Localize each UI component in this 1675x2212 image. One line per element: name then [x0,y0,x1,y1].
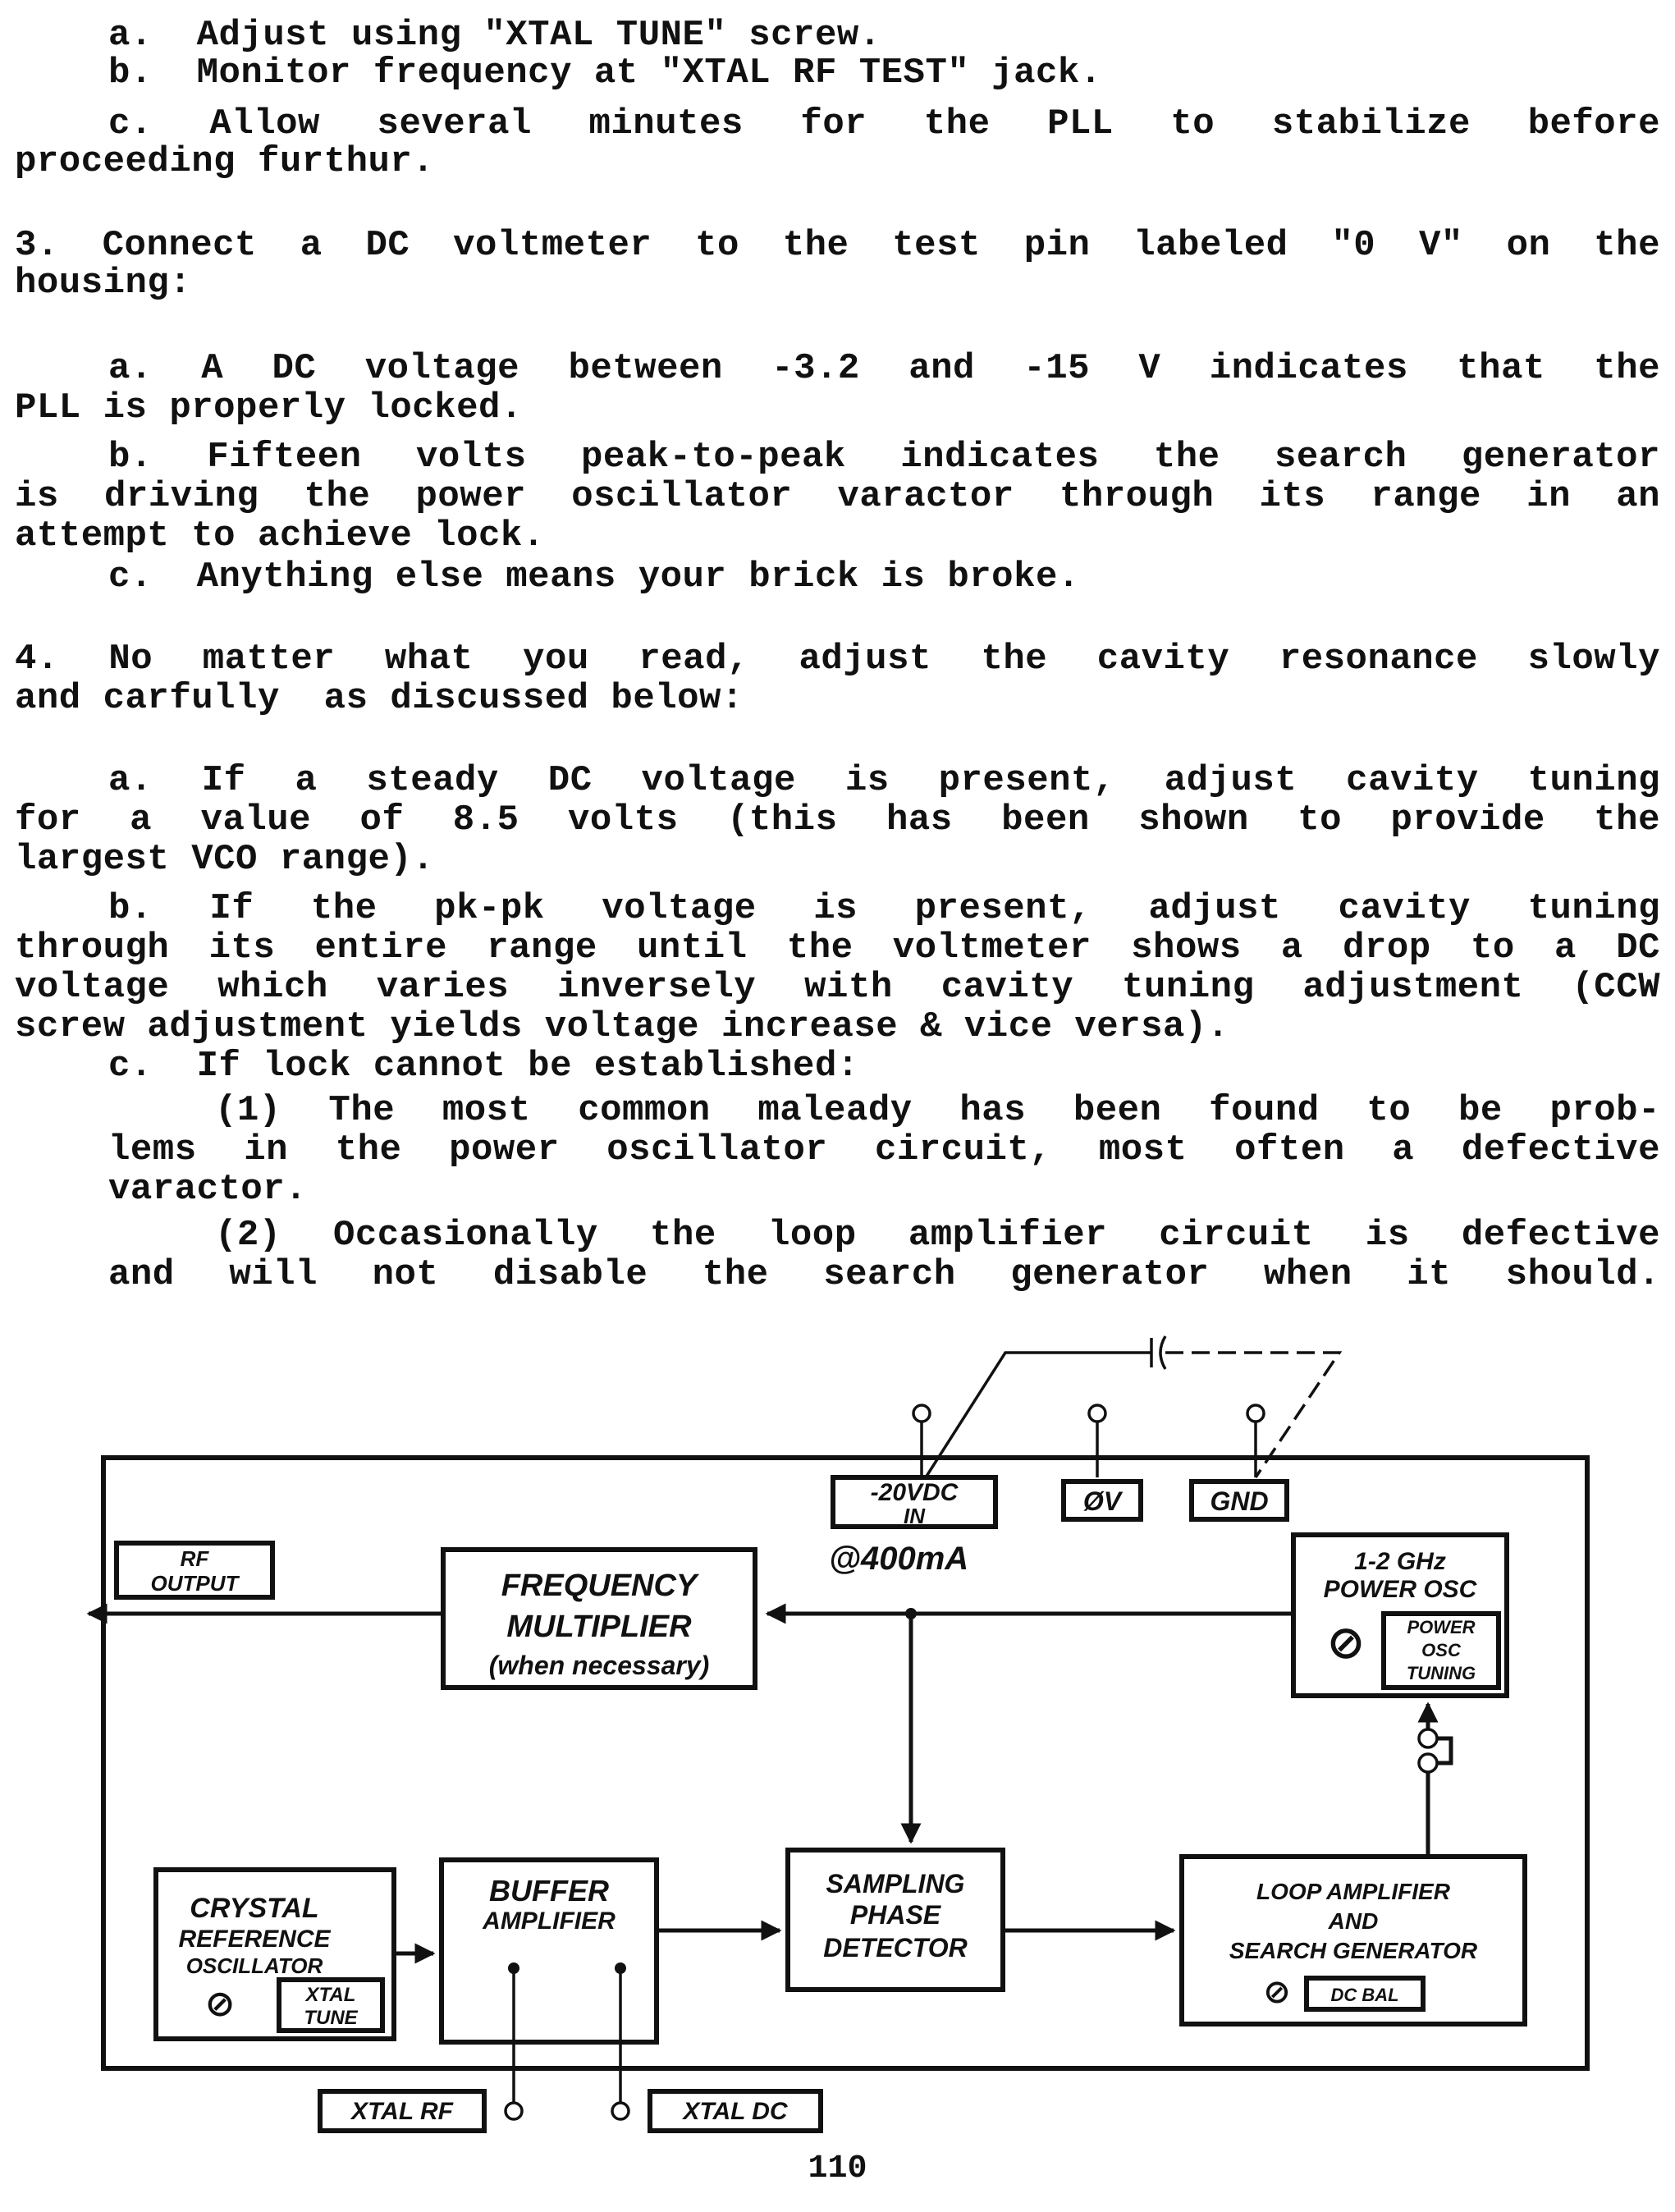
xtal-dc-label: XTAL DC [683,2098,788,2125]
step4-line1: 4. No matter what you read, adjust the cavity resonance slowly [15,639,1660,680]
loop-amplifier-label-2: AND [1328,1908,1379,1934]
supply-in-label: IN [904,1504,925,1528]
pll-block-diagram [0,1313,1675,2183]
step4c2-line1: (2) Occasionally the loop amplifier circuit is defective [215,1215,1660,1256]
sampling-phase-detector-label-1: SAMPLING [826,1869,965,1898]
power-osc-tuning-label-3: TUNING [1406,1663,1476,1683]
xtal-rf-label: XTAL RF [351,2098,453,2125]
step4c1-line2: lems in the power oscillator circuit, most often a defective [108,1129,1660,1170]
power-osc-tuning-label-2: OSC [1421,1640,1461,1660]
buffer-amplifier-label-1: BUFFER [489,1874,609,1907]
crystal-oscillator-label-1: CRYSTAL [190,1893,319,1924]
step4a-line1: a. If a steady DC voltage is present, adjust cavity tuning [108,760,1660,801]
step3a-line1: a. A DC voltage between -3.2 and -15 V indicates that the [108,348,1660,389]
step3-line1: 3. Connect a DC voltmeter to the test pin labeled "0 V" on the [15,225,1660,266]
supply-current-label: @400mA [829,1541,969,1577]
supply-pin[interactable] [913,1405,930,1477]
supply-voltage-label: -20VDC [870,1479,959,1506]
frequency-multiplier-label-2: MULTIPLIER [506,1610,692,1644]
step4c1-line1: (1) The most common maleady has been found to be prob- [215,1090,1660,1131]
xtal-tune-label-1: XTAL [305,1984,356,2006]
step4b-line4: screw adjustment yields voltage increase & vice versa). [15,1006,1229,1047]
frequency-multiplier-label-1: FREQUENCY [501,1569,698,1603]
crystal-oscillator-label-3: OSCILLATOR [185,1953,323,1978]
dc-bal-label: DC BAL [1330,1985,1399,2005]
xtal-tune-label-2: TUNE [304,2007,358,2029]
frequency-multiplier-label-3: (when necessary) [488,1651,710,1680]
step-b-monitor: b. Monitor frequency at "XTAL RF TEST" jack. [108,53,1102,94]
step4a-line2: for a value of 8.5 volts (this has been shown to provide the [15,799,1660,840]
step3c: c. Anything else means your brick is broke. [108,556,1080,598]
buffer-amplifier-label-2: AMPLIFIER [483,1907,616,1935]
sampling-phase-detector-label-2: PHASE [849,1900,941,1930]
xtal-tune-adjust-icon[interactable]: ⊘ [204,1984,236,2024]
zero-v-pin[interactable] [1089,1405,1105,1477]
step-c-allow-line2: proceeding furthur. [15,141,435,182]
power-osc-adjust-icon[interactable]: ⊘ [1326,1616,1366,1668]
loop-amplifier-label-3: SEARCH GENERATOR [1229,1938,1478,1963]
loop-amplifier-label-1: LOOP AMPLIFIER [1256,1879,1450,1904]
step3b-line3: attempt to achieve lock. [15,515,545,556]
step4a-line3: largest VCO range). [15,839,435,880]
step3a-line2: PLL is properly locked. [15,387,523,428]
step3-line2: housing: [15,263,192,304]
power-osc-label-2: POWER OSC [1323,1576,1477,1603]
page-number: 110 [808,2150,867,2187]
step3b-line2: is driving the power oscillator varactor through its range in an [15,476,1660,517]
power-osc-tuning-label-1: POWER [1407,1617,1476,1637]
sampling-phase-detector-label-3: DETECTOR [823,1933,968,1962]
step4b-line1: b. If the pk-pk voltage is present, adjust cavity tuning [108,888,1660,929]
dc-bal-adjust-icon[interactable]: ⊘ [1263,1974,1291,2010]
zero-v-label: ØV [1082,1486,1122,1516]
step4-line2: and carfully as discussed below: [15,678,744,719]
crystal-oscillator-label-2: REFERENCE [178,1926,331,1953]
step4c2-line2: and will not disable the search generator when it should. [108,1254,1660,1295]
gnd-pin[interactable] [1247,1405,1264,1477]
step4c: c. If lock cannot be established: [108,1046,859,1087]
rf-output-label-1: RF [180,1546,209,1571]
step-a-adjust: a. Adjust using "XTAL TUNE" screw. [108,15,881,56]
step3b-line1: b. Fifteen volts peak-to-peak indicates the search generator [108,437,1660,478]
rf-output-label-2: OUTPUT [150,1571,239,1596]
step4b-line3: voltage which varies inversely with cavity tuning adjustment (CCW [15,967,1660,1008]
step-c-allow-line1: c. Allow several minutes for the PLL to stabilize before [108,103,1660,144]
gnd-label: GND [1210,1486,1269,1516]
power-osc-label-1: 1-2 GHz [1354,1548,1446,1575]
step4c1-line3: varactor. [108,1169,308,1210]
step4b-line2: through its entire range until the voltmeter shows a drop to a DC [15,927,1660,969]
